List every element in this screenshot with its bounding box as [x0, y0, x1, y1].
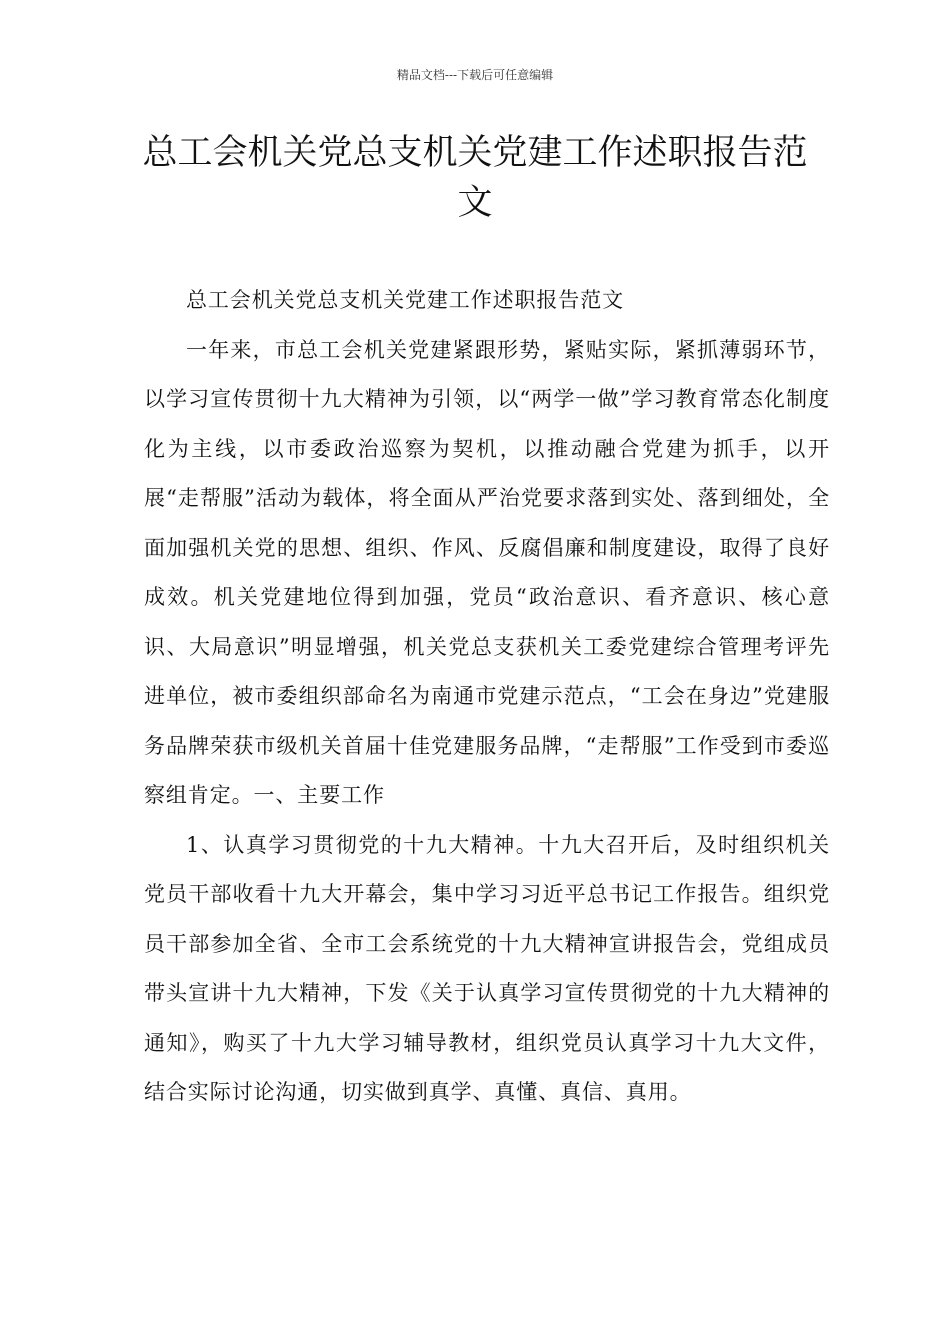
document-body	[144, 276, 830, 1118]
document-title: 总工会机关党总支机关党建工作述职报告范文	[142, 133, 808, 223]
paragraph-section-1: 1、认真学习贯彻党的十九大精神。十九大召开后，及时组织机关党员干部收看十九大开幕会，集中学习习近平总书记工作报告。组织党员干部参加全省、全市工会系统党的十九大精神宣讲报告会，党组成员带头宣讲十九大精神，下发《关于认真学习宣传贯彻党的十九大精神的通知》，购买了十九大学习辅导教材，组织党员认真学习十九大文件，结合实际讨论沟通，切实做到真学、真懂、真信、真用。	[144, 832, 830, 1104]
header-note: 精品文档---下载后可任意编辑	[396, 68, 554, 82]
paragraph-intro: 一年来，市总工会机关党建紧跟形势，紧贴实际，紧抓薄弱环节，以学习宣传贯彻十九大精神为引领，以“两学一做”学习教育常态化制度化为主线，以市委政治巡察为契机，以推动融合党建为抓手，以开展“走帮服”活动为载体，将全面从严治党要求落到实处、落到细处，全面加强机关党的思想、组织、作风、反腐倡廉和制度建设，取得了良好成效。机关党建地位得到加强，党员“政治意识、看齐意识、核心意识、大局意识”明显增强，机关党总支获机关工委党建综合管理考评先进单位，被市委组织部命名为南通市党建示范点，“工会在身边”党建服务品牌荣获市级机关首届十佳党建服务品牌，“走帮服”工作受到市委巡察组肯定。一、主要工作	[144, 337, 830, 807]
paragraph-subtitle: 总工会机关党总支机关党建工作述职报告范文	[186, 288, 624, 312]
